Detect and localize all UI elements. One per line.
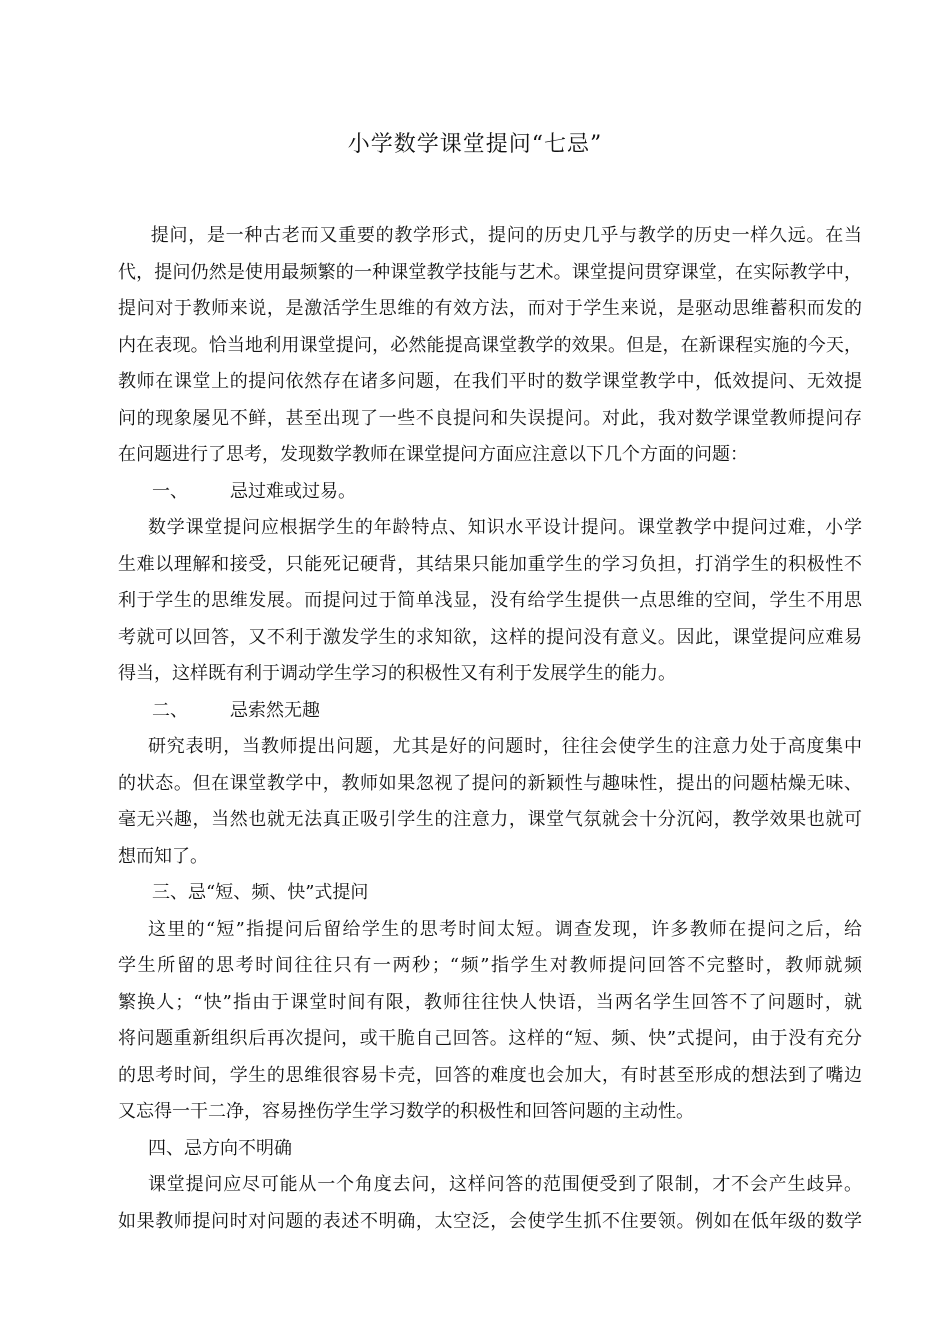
paragraph-line: 研究表明，当教师提出问题，尤其是好的问题时，往往会使学生的注意力处于高度集中	[148, 736, 862, 757]
paragraph-line: 问的现象屡见不鲜，甚至出现了一些不良提问和失误提问。对此，我对数学课堂教师提问存	[118, 407, 862, 429]
paragraph-line: 课堂提问应尽可能从一个角度去问，这样问答的范围便受到了限制，才不会产生歧异。	[148, 1174, 862, 1195]
section-3-paragraph	[118, 912, 862, 1131]
document-body	[118, 218, 862, 1240]
paragraph-line: 提问对于教师来说，是激活学生思维的有效方法，而对于学生来说，是驱动思维蓄积而发的	[118, 298, 862, 319]
paragraph-line: 的思考时间，学生的思维很容易卡壳，回答的难度也会加大，有时甚至形成的想法到了嘴边	[118, 1064, 862, 1086]
paragraph-line: 得当，这样既有利于调动学生学习的积极性又有利于发展学生的能力。	[118, 663, 676, 684]
paragraph-line: 繁换人；“快”指由于课堂时间有限，教师往往快人快语，当两名学生回答不了问题时，就	[118, 991, 862, 1013]
paragraph-line: 代，提问仍然是使用最频繁的一种课堂教学技能与艺术。课堂提问贯穿课堂，在实际教学中，	[118, 261, 862, 283]
document-title: 小学数学课堂提问“七忌”	[347, 132, 603, 157]
paragraph-line: 如果教师提问时对问题的表述不明确，太空泛，会使学生抓不住要领。例如在低年级的数学	[118, 1210, 862, 1232]
paragraph-line: 利于学生的思维发展。而提问过于简单浅显，没有给学生提供一点思维的空间，学生不用思	[118, 590, 862, 611]
paragraph-line: 在问题进行了思考，发现数学教师在课堂提问方面应注意以下几个方面的问题：	[118, 444, 748, 465]
paragraph-line: 又忘得一干二净，容易挫伤学生学习数学的积极性和回答问题的主动性。	[118, 1101, 694, 1122]
paragraph-line: 将问题重新组织后再次提问，或干脆自己回答。这样的“短、频、快”式提问，由于没有充分	[118, 1028, 862, 1049]
paragraph-line: 学生所留的思考时间往往只有一两秒；“频”指学生对教师提问回答不完整时，教师就频	[118, 955, 862, 976]
paragraph-line: 内在表现。恰当地利用课堂提问，必然能提高课堂教学的效果。但是，在新课程实施的今天，	[118, 334, 862, 356]
section-number: 二、	[152, 699, 188, 721]
paragraph-line: 考就可以回答，又不利于激发学生的求知欲，这样的提问没有意义。因此，课堂提问应难易	[118, 626, 862, 648]
section-title: 忌过难或过易。	[230, 480, 356, 502]
paragraph-line: 毫无兴趣，当然也就无法真正吸引学生的注意力，课堂气氛就会十分沉闷，教学效果也就可	[118, 809, 862, 830]
section-heading-2	[118, 693, 862, 730]
section-number: 一、	[152, 480, 188, 502]
section-2-paragraph	[118, 729, 862, 875]
section-heading-3: 三、忌“短、频、快”式提问	[152, 882, 369, 903]
intro-paragraph	[118, 218, 862, 474]
section-4-paragraph	[118, 1167, 862, 1240]
paragraph-line: 教师在课堂上的提问依然存在诸多问题，在我们平时的数学课堂教学中，低效提问、无效提	[118, 371, 862, 392]
paragraph-line: 的状态。但在课堂教学中，教师如果忽视了提问的新颖性与趣味性，提出的问题枯燥无味、	[118, 772, 862, 794]
paragraph-line: 提问，是一种古老而又重要的教学形式，提问的历史几乎与教学的历史一样久远。在当	[132, 225, 862, 246]
paragraph-line: 这里的“短”指提问后留给学生的思考时间太短。调查发现，许多教师在提问之后，给	[148, 918, 862, 940]
paragraph-line: 生难以理解和接受，只能死记硬背，其结果只能加重学生的学习负担，打消学生的积极性不	[118, 553, 862, 575]
paragraph-line: 想而知了。	[118, 845, 208, 867]
paragraph-line: 数学课堂提问应根据学生的年龄特点、知识水平设计提问。课堂教学中提问过难，小学	[148, 517, 862, 538]
section-1-paragraph	[118, 510, 862, 693]
section-heading-1	[118, 474, 862, 511]
section-title: 忌索然无趣	[230, 699, 320, 721]
section-heading-4: 四、忌方向不明确	[148, 1137, 292, 1159]
